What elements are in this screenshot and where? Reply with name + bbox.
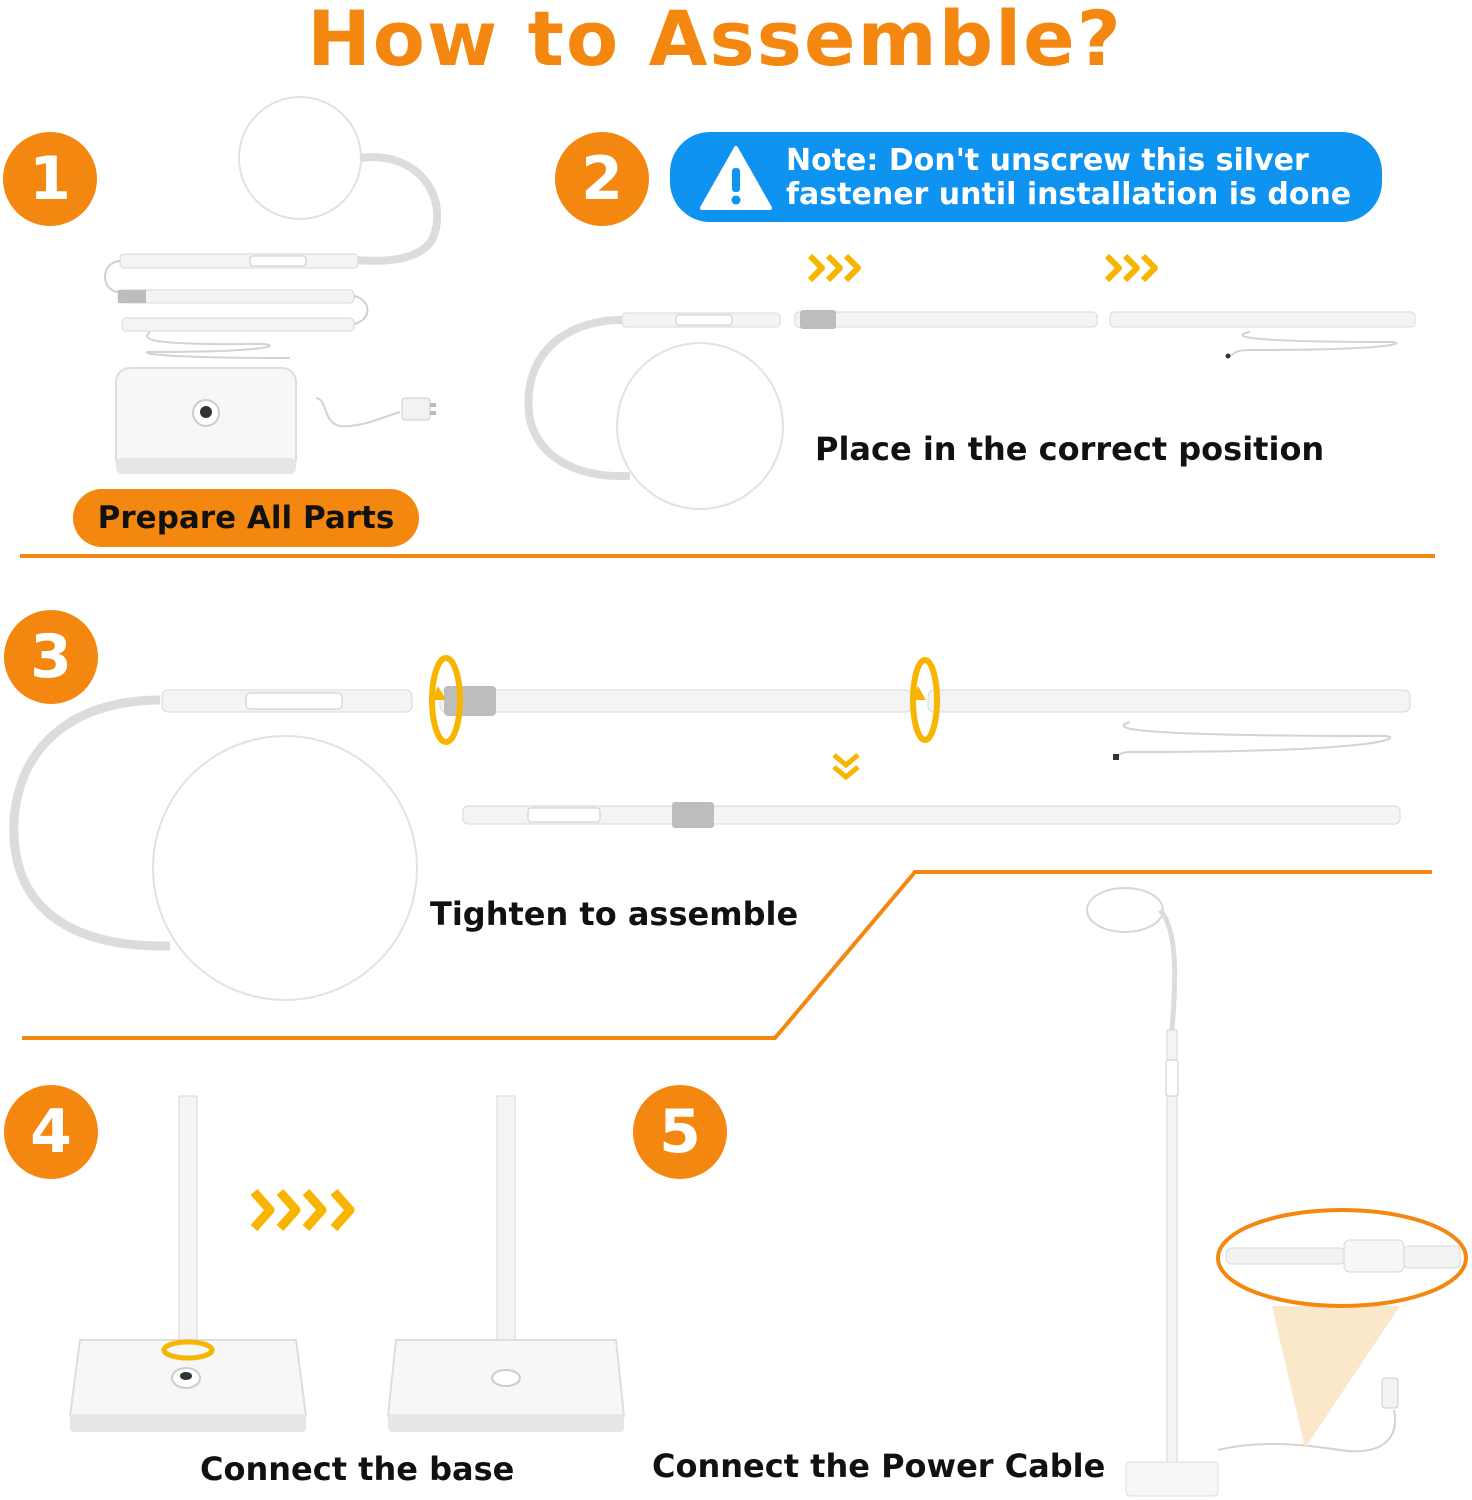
note-banner xyxy=(670,132,1382,222)
rotate-icon xyxy=(164,1342,212,1358)
warning-icon xyxy=(696,140,776,220)
step-4-badge: 4 xyxy=(4,1085,98,1179)
chevron-down-icon xyxy=(834,755,858,777)
rotate-icon xyxy=(432,658,937,742)
note-line-1: Note: Don't unscrew this silver xyxy=(786,143,1309,178)
arrow-right-icon xyxy=(810,256,1155,280)
step-3-badge: 3 xyxy=(4,610,98,704)
step-5-badge: 5 xyxy=(633,1085,727,1179)
step-5-caption: Connect the Power Cable xyxy=(652,1447,1106,1485)
step-1-badge: 1 xyxy=(3,132,97,226)
step-1-caption: Prepare All Parts xyxy=(73,489,419,547)
step-3-caption: Tighten to assemble xyxy=(430,895,799,933)
step-2-badge: 2 xyxy=(555,132,649,226)
step-4-caption: Connect the base xyxy=(200,1450,515,1488)
note-line-2: fastener until installation is done xyxy=(786,177,1352,212)
step-2-caption: Place in the correct position xyxy=(815,430,1325,468)
zoom-callout xyxy=(1218,1210,1466,1306)
page-title: How to Assemble? xyxy=(307,0,1123,83)
section-divider xyxy=(20,554,1435,558)
arrow-right-icon xyxy=(254,1192,350,1228)
